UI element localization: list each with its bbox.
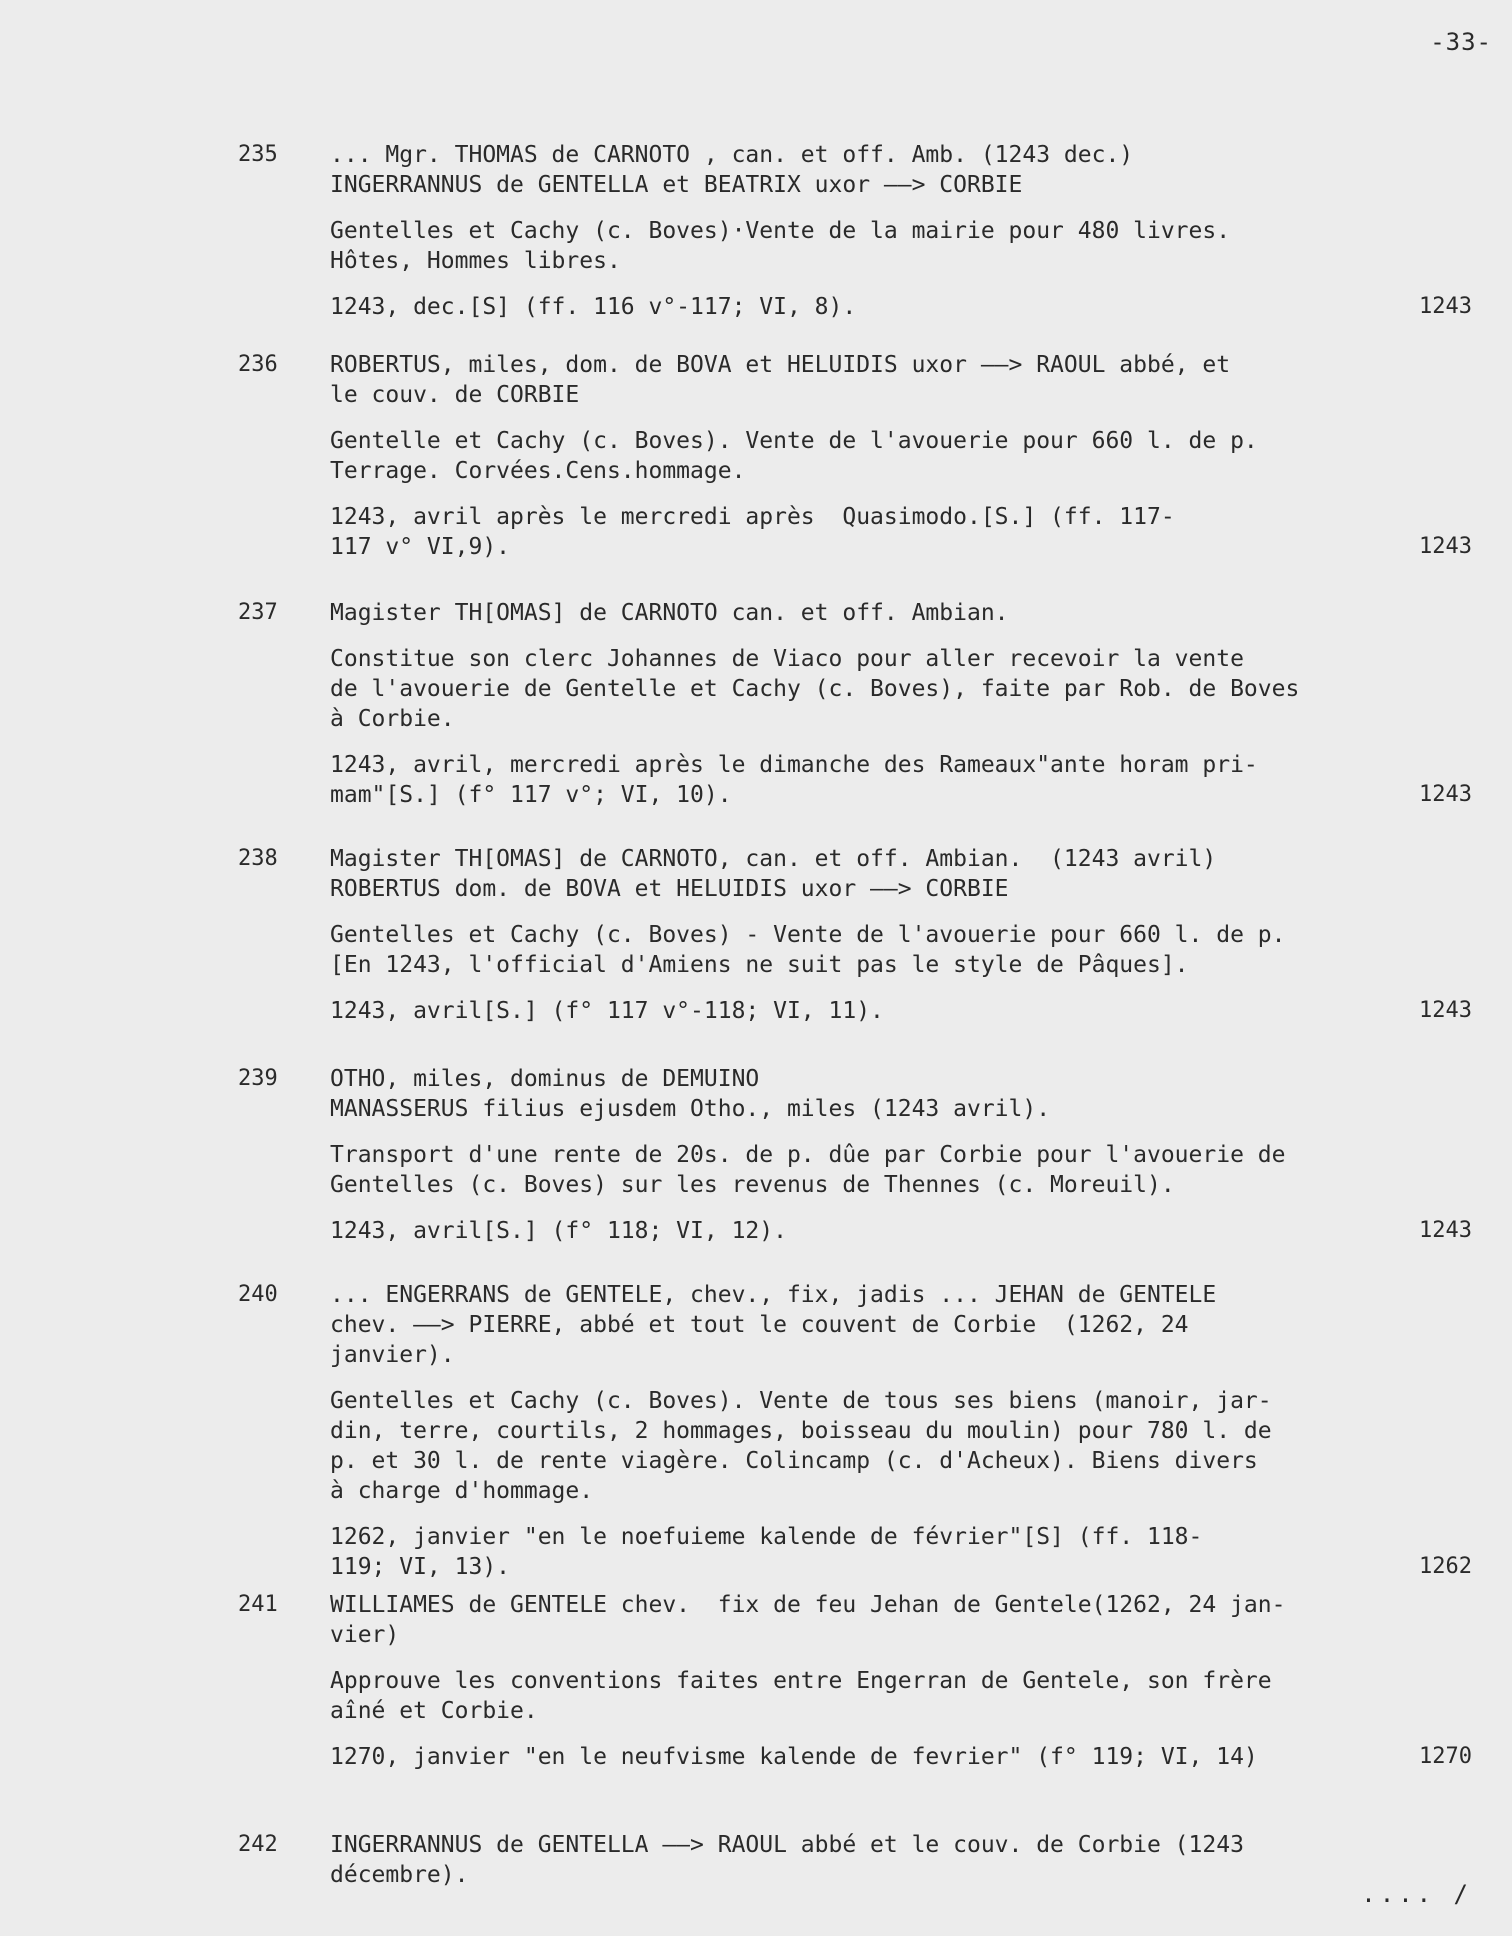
entry-number: 237 xyxy=(238,600,278,625)
entry-line: décembre). xyxy=(330,1862,469,1888)
margin-year: 1243 xyxy=(1419,782,1472,807)
entry-line: din, terre, courtils, 2 hommages, boisseau du moulin) pour 780 l. de xyxy=(330,1418,1272,1444)
entry-line: 1262, janvier "en le noefuieme kalende de février"[S] (ff. 118- xyxy=(330,1524,1203,1550)
entry-line: 1243, avril[S.] (f° 117 v°-118; VI, 11). xyxy=(330,998,884,1024)
entry-line: ... Mgr. THOMAS de CARNOTO , can. et off. Amb. (1243 dec.) xyxy=(330,142,1134,168)
entry-body xyxy=(330,598,1390,810)
entry-line: vier) xyxy=(330,1622,400,1648)
entry-line: chev. ——> PIERRE, abbé et tout le couvent de Corbie (1262, 24 xyxy=(330,1312,1189,1338)
entry-number: 236 xyxy=(238,352,278,377)
entry-line: ROBERTUS, miles, dom. de BOVA et HELUIDIS uxor ——> RAOUL abbé, et xyxy=(330,352,1231,378)
entry-number: 239 xyxy=(238,1066,278,1091)
entry-line: Gentelles et Cachy (c. Boves) - Vente de l'avouerie pour 660 l. de p. xyxy=(330,922,1286,948)
entry-body xyxy=(330,1280,1390,1582)
entry-line: INGERRANNUS de GENTELLA et BEATRIX uxor ——> CORBIE xyxy=(330,172,1023,198)
entry-line: MANASSERUS filius ejusdem Otho., miles (1243 avril). xyxy=(330,1096,1051,1122)
entry-body xyxy=(330,844,1390,1026)
margin-year: 1270 xyxy=(1419,1744,1472,1769)
entry-line: Gentelles et Cachy (c. Boves)·Vente de la mairie pour 480 livres. xyxy=(330,218,1231,244)
entry-line: 1243, avril, mercredi après le dimanche des Rameaux"ante horam pri- xyxy=(330,752,1258,778)
entry-line: le couv. de CORBIE xyxy=(330,382,580,408)
entry-line: Gentelle et Cachy (c. Boves). Vente de l'avouerie pour 660 l. de p. xyxy=(330,428,1258,454)
entry-number: 240 xyxy=(238,1282,278,1307)
entry-number: 238 xyxy=(238,846,278,871)
entry-body xyxy=(330,1064,1390,1246)
entry-line: Gentelles (c. Boves) sur les revenus de Thennes (c. Moreuil). xyxy=(330,1172,1175,1198)
entry-line: 119; VI, 13). xyxy=(330,1554,511,1580)
continuation-mark: .... / xyxy=(1361,1880,1472,1908)
entry-line: Magister TH[OMAS] de CARNOTO, can. et off. Ambian. (1243 avril) xyxy=(330,846,1217,872)
entry-body xyxy=(330,140,1390,322)
entry-line: Gentelles et Cachy (c. Boves). Vente de tous ses biens (manoir, jar- xyxy=(330,1388,1272,1414)
entry-body xyxy=(330,1590,1390,1772)
entry-number: 241 xyxy=(238,1592,278,1617)
entry-line: p. et 30 l. de rente viagère. Colincamp (c. d'Acheux). Biens divers xyxy=(330,1448,1258,1474)
entry-body xyxy=(330,350,1390,562)
entry-line: INGERRANNUS de GENTELLA ——> RAOUL abbé et le couv. de Corbie (1243 xyxy=(330,1832,1244,1858)
entry-line: aîné et Corbie. xyxy=(330,1698,538,1724)
entry-line: Constitue son clerc Johannes de Viaco pour aller recevoir la vente xyxy=(330,646,1244,672)
entry-line: Transport d'une rente de 20s. de p. dûe par Corbie pour l'avouerie de xyxy=(330,1142,1286,1168)
entry-line: ROBERTUS dom. de BOVA et HELUIDIS uxor ——> CORBIE xyxy=(330,876,1009,902)
margin-year: 1243 xyxy=(1419,534,1472,559)
entry-line: OTHO, miles, dominus de DEMUINO xyxy=(330,1066,760,1092)
entry-line: de l'avouerie de Gentelle et Cachy (c. Boves), faite par Rob. de Boves xyxy=(330,676,1300,702)
entry-line: à Corbie. xyxy=(330,706,455,732)
entry-line: Terrage. Corvées.Cens.hommage. xyxy=(330,458,746,484)
entry-line: WILLIAMES de GENTELE chev. fix de feu Jehan de Gentele(1262, 24 jan- xyxy=(330,1592,1286,1618)
entry-line: janvier). xyxy=(330,1342,455,1368)
entry-line: 1243, dec.[S] (ff. 116 v°-117; VI, 8). xyxy=(330,294,857,320)
margin-year: 1243 xyxy=(1419,1218,1472,1243)
entry-line: 1243, avril après le mercredi après Quasimodo.[S.] (ff. 117- xyxy=(330,504,1175,530)
entry-body xyxy=(330,1830,1390,1890)
entry-line: 117 v° VI,9). xyxy=(330,534,511,560)
entry-line: [En 1243, l'official d'Amiens ne suit pas le style de Pâques]. xyxy=(330,952,1189,978)
entry-line: 1270, janvier "en le neufvisme kalende de fevrier" (f° 119; VI, 14) xyxy=(330,1744,1258,1770)
entry-line: Hôtes, Hommes libres. xyxy=(330,248,621,274)
entry-line: Magister TH[OMAS] de CARNOTO can. et off. Ambian. xyxy=(330,600,1009,626)
entry-line: à charge d'hommage. xyxy=(330,1478,594,1504)
entry-line: Approuve les conventions faites entre Engerran de Gentele, son frère xyxy=(330,1668,1272,1694)
entry-line: mam"[S.] (f° 117 v°; VI, 10). xyxy=(330,782,732,808)
margin-year: 1262 xyxy=(1419,1554,1472,1579)
entry-line: 1243, avril[S.] (f° 118; VI, 12). xyxy=(330,1218,787,1244)
page-number: -33- xyxy=(1430,28,1492,56)
margin-year: 1243 xyxy=(1419,294,1472,319)
margin-year: 1243 xyxy=(1419,998,1472,1023)
entry-line: ... ENGERRANS de GENTELE, chev., fix, jadis ... JEHAN de GENTELE xyxy=(330,1282,1217,1308)
entry-number: 242 xyxy=(238,1832,278,1857)
entry-number: 235 xyxy=(238,142,278,167)
